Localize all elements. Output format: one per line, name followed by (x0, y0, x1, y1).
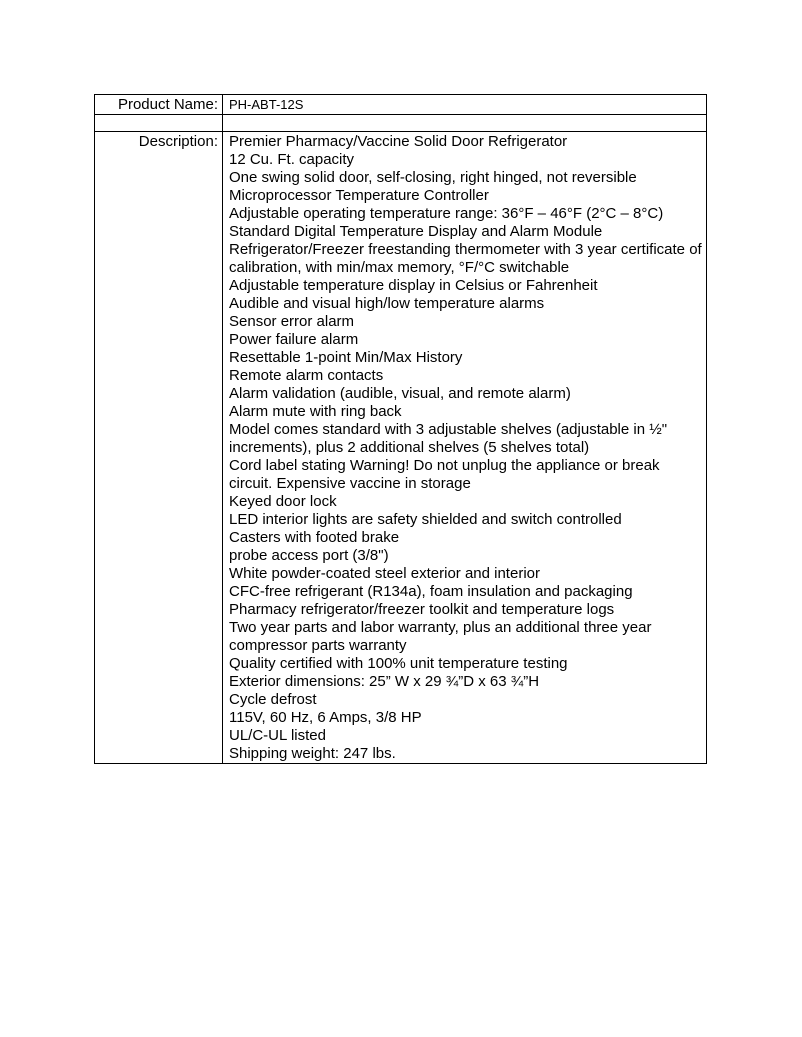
description-line: Shipping weight: 247 lbs. (229, 745, 396, 762)
description-line: 115V, 60 Hz, 6 Amps, 3/8 HP (229, 709, 422, 726)
description-line: Adjustable operating temperature range: 36°F – 46°F (2°C – 8°C) (229, 205, 664, 222)
description-line: Quality certified with 100% unit temperature testing (229, 655, 568, 672)
description-line: Cycle defrost (229, 691, 317, 708)
description-row (95, 132, 707, 764)
description-line: Keyed door lock (229, 493, 337, 510)
product-name-value: PH-ABT-12S (223, 95, 707, 115)
product-name-row (95, 95, 707, 115)
description-line: Power failure alarm (229, 331, 359, 348)
description-line: Alarm validation (audible, visual, and remote alarm) (229, 385, 571, 402)
description-line: One swing solid door, self-closing, right hinged, not reversible (229, 169, 637, 186)
description-line: Audible and visual high/low temperature alarms (229, 295, 545, 312)
description-line: Alarm mute with ring back (229, 403, 402, 420)
spacer-cell-right (223, 115, 707, 132)
spec-table (94, 94, 707, 764)
description-line: White powder-coated steel exterior and interior (229, 565, 540, 582)
description-line: CFC-free refrigerant (R134a), foam insulation and packaging (229, 583, 633, 600)
description-line: Standard Digital Temperature Display and Alarm Module (229, 223, 603, 240)
description-line: Model comes standard with 3 adjustable shelves (adjustable in ½" increments), plus 2 additional shelves (5 shelves total) (229, 421, 668, 456)
spacer-row (95, 115, 707, 132)
description-line: Cord label stating Warning! Do not unplug the appliance or break circuit. Expensive vaccine in storage (229, 457, 660, 492)
description-value (223, 132, 707, 764)
description-line: Exterior dimensions: 25” W x 29 ¾”D x 63 ¾”H (229, 673, 540, 690)
description-line: 12 Cu. Ft. capacity (229, 151, 355, 168)
description-line: Two year parts and labor warranty, plus an additional three year compressor parts warranty (229, 619, 652, 654)
description-line: Sensor error alarm (229, 313, 355, 330)
description-line: UL/C-UL listed (229, 727, 326, 744)
product-name-label: Product Name: (95, 95, 223, 115)
description-line: Pharmacy refrigerator/freezer toolkit and temperature logs (229, 601, 615, 618)
description-line: Refrigerator/Freezer freestanding thermometer with 3 year certificate of calibration, with min/max memory, °F/°C switchable (229, 241, 702, 276)
description-line: Resettable 1-point Min/Max History (229, 349, 463, 366)
description-line: Premier Pharmacy/Vaccine Solid Door Refrigerator (229, 133, 568, 150)
spacer-cell-left (95, 115, 223, 132)
description-list (229, 133, 706, 763)
description-line: Remote alarm contacts (229, 367, 384, 384)
description-line: probe access port (3/8") (229, 547, 389, 564)
description-label: Description: (95, 132, 223, 764)
description-line: Adjustable temperature display in Celsius or Fahrenheit (229, 277, 598, 294)
description-line: LED interior lights are safety shielded and switch controlled (229, 511, 622, 528)
description-line: Casters with footed brake (229, 529, 400, 546)
description-line: Microprocessor Temperature Controller (229, 187, 489, 204)
